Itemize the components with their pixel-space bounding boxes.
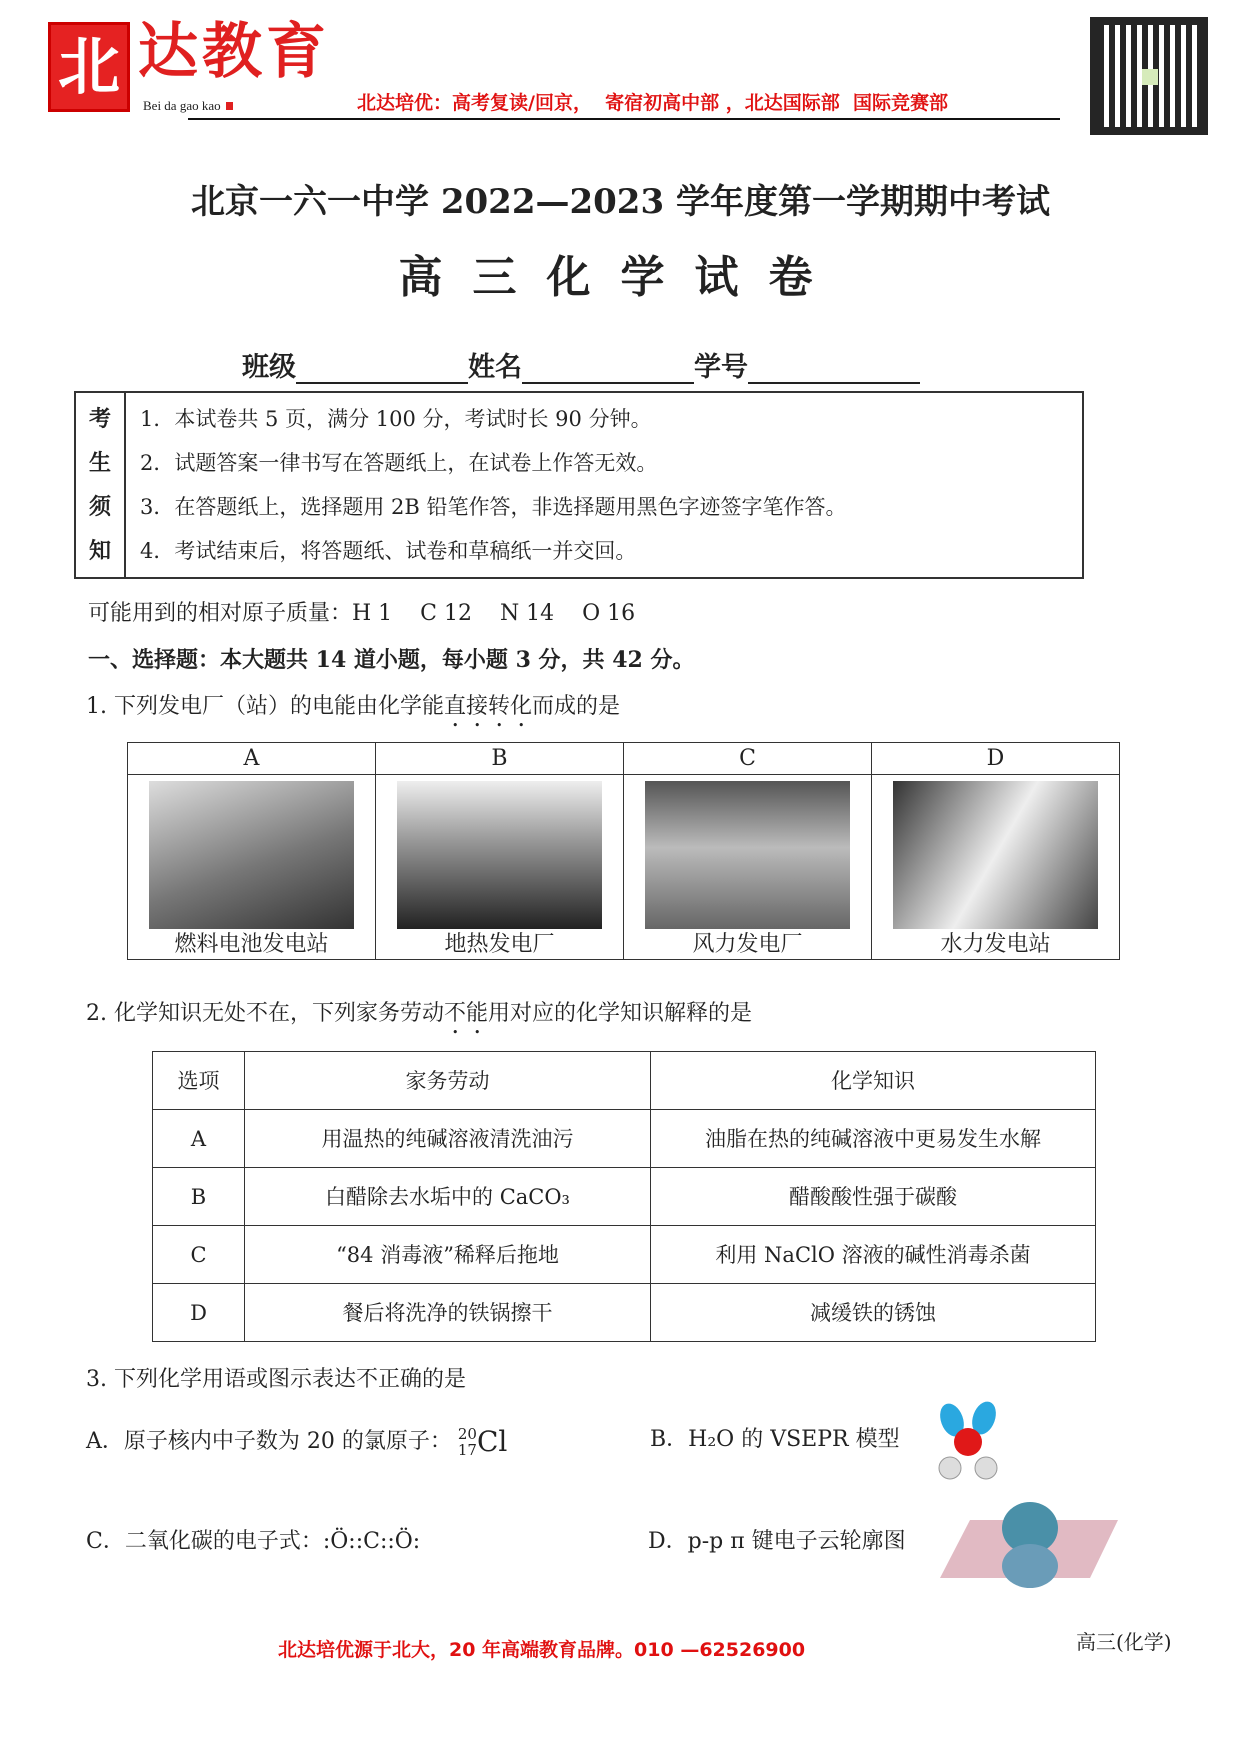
cell: 油脂在热的纯碱溶液中更易发生水解: [651, 1110, 1096, 1168]
footer-slogan: 北达培优源于北大，20 年高端教育品牌。010 —62526900: [278, 1639, 806, 1661]
q1-option-b: [376, 775, 624, 960]
q2-table: [152, 1051, 1096, 1342]
logo-sub-text: Bei da gao kao: [143, 98, 221, 113]
notice-item: 2．试题答案一律书写在答题纸上，在试卷上作答无效。: [140, 451, 658, 475]
student-info-fields: [242, 352, 920, 384]
name-label: 姓名: [468, 352, 522, 383]
option-text: C．二氧化碳的电子式：: [86, 1529, 323, 1554]
logo-mark: [48, 22, 130, 112]
q2-stem-text: 2. 化学知识无处不在，下列家务劳动: [86, 1001, 444, 1026]
qr-code-icon: [1090, 17, 1208, 135]
cell: D: [153, 1284, 245, 1342]
side-char: 生: [88, 450, 111, 476]
pi-bond-orbital-icon: [940, 1500, 1120, 1590]
cell: 用温热的纯碱溶液清洗油污: [245, 1110, 651, 1168]
notice-item: 3．在答题纸上，选择题用 2B 铅笔作答，非选择题用黑色字迹签字笔作答。: [140, 495, 847, 519]
element-symbol: Cl: [476, 1425, 508, 1458]
cell: B: [153, 1168, 245, 1226]
header-slogan: 北达培优：高考复读/回京， 寄宿初高中部 ，北达国际部 国际竞赛部: [357, 92, 949, 114]
side-char: 知: [88, 538, 111, 564]
q3-option-d: D．p-p π 键电子云轮廓图: [648, 1529, 906, 1554]
name-blank[interactable]: [522, 352, 694, 384]
logo-subtitle: [143, 98, 233, 113]
mass-number: 20: [457, 1425, 477, 1443]
q3-option-b: B．H₂O 的 VSEPR 模型: [650, 1427, 900, 1452]
table-row: [153, 1168, 1096, 1226]
exam-title: 北京一六一中学 2022—2023 学年度第一学期期中考试: [191, 182, 1050, 222]
section-heading: 一、选择题：本大题共 14 道小题，每小题 3 分，共 42 分。: [88, 647, 695, 673]
notice-item: 1．本试卷共 5 页，满分 100 分，考试时长 90 分钟。: [140, 407, 652, 431]
logo-char: 北: [57, 30, 120, 103]
fuel-cell-station-image: [149, 781, 354, 929]
option-letter: A: [128, 743, 376, 775]
water-vsepr-model-icon: [930, 1398, 1010, 1488]
exam-subtitle: 高三化学试卷: [398, 252, 843, 303]
exam-notice-box: [74, 391, 1084, 579]
header-cell: 家务劳动: [245, 1052, 651, 1110]
co2-electron-formula: :Ö::C::Ö:: [322, 1529, 421, 1554]
header-divider: [188, 118, 1060, 120]
class-blank[interactable]: [296, 352, 468, 384]
q1-stem-text: 1. 下列发电厂（站）的电能由化学能: [86, 694, 444, 719]
student-id-label: 学号: [694, 352, 748, 383]
table-row: [153, 1284, 1096, 1342]
header-cell: 选项: [153, 1052, 245, 1110]
q1-option-a: [128, 775, 376, 960]
cell: 利用 NaClO 溶液的碱性消毒杀菌: [651, 1226, 1096, 1284]
q1-stem: [86, 693, 620, 732]
q2-stem: [86, 1000, 752, 1039]
q2-stem-text: 用对应的化学知识解释的是: [488, 1001, 753, 1026]
notice-item: 4．考试结束后，将答题纸、试卷和草稿纸一并交回。: [140, 539, 637, 563]
option-letter: B: [376, 743, 624, 775]
cell: C: [153, 1226, 245, 1284]
cell: “84 消毒液”稀释后拖地: [245, 1226, 651, 1284]
q1-emphasis: 直接转化: [444, 694, 533, 719]
cell: 餐后将洗净的铁锅擦干: [245, 1284, 651, 1342]
header-cell: 化学知识: [651, 1052, 1096, 1110]
isotope-numbers: [458, 1426, 477, 1458]
geothermal-plant-image: [397, 781, 602, 929]
logo-text: 达教育: [138, 17, 330, 87]
class-label: 班级: [242, 352, 296, 383]
q1-option-c: [624, 775, 872, 960]
student-id-blank[interactable]: [748, 352, 920, 384]
q3-option-a: [86, 1426, 507, 1458]
atomic-mass-note: 可能用到的相对原子质量：H 1 C 12 N 14 O 16: [88, 601, 636, 626]
option-label: 燃料电池发电站: [174, 932, 329, 957]
cell: 醋酸酸性强于碳酸: [651, 1168, 1096, 1226]
side-char: 考: [88, 406, 111, 432]
option-label: 风力发电厂: [692, 932, 803, 957]
side-char: 须: [88, 494, 111, 520]
q1-stem-text: 而成的是: [532, 694, 621, 719]
table-row: [153, 1226, 1096, 1284]
option-label: 水力发电站: [940, 932, 1051, 957]
cell: A: [153, 1110, 245, 1168]
option-letter: D: [872, 743, 1120, 775]
cell: 白醋除去水垢中的 CaCO₃: [245, 1168, 651, 1226]
table-row: [153, 1110, 1096, 1168]
q2-emphasis: 不能: [444, 1001, 489, 1026]
q1-option-d: [872, 775, 1120, 960]
cell: 减缓铁的锈蚀: [651, 1284, 1096, 1342]
option-text: A．原子核内中子数为 20 的氯原子：: [86, 1429, 452, 1454]
q3-option-c: [86, 1528, 420, 1556]
hydro-station-image: [893, 781, 1098, 929]
page-label: 高三(化学): [1076, 1630, 1172, 1654]
q3-stem: 3. 下列化学用语或图示表达不正确的是: [86, 1367, 466, 1392]
wind-farm-image: [645, 781, 850, 929]
q1-options-table: [127, 742, 1120, 960]
atomic-number: 17: [457, 1441, 477, 1459]
option-label: 地热发电厂: [444, 932, 555, 957]
notice-side-label: [76, 393, 126, 577]
option-letter: C: [624, 743, 872, 775]
